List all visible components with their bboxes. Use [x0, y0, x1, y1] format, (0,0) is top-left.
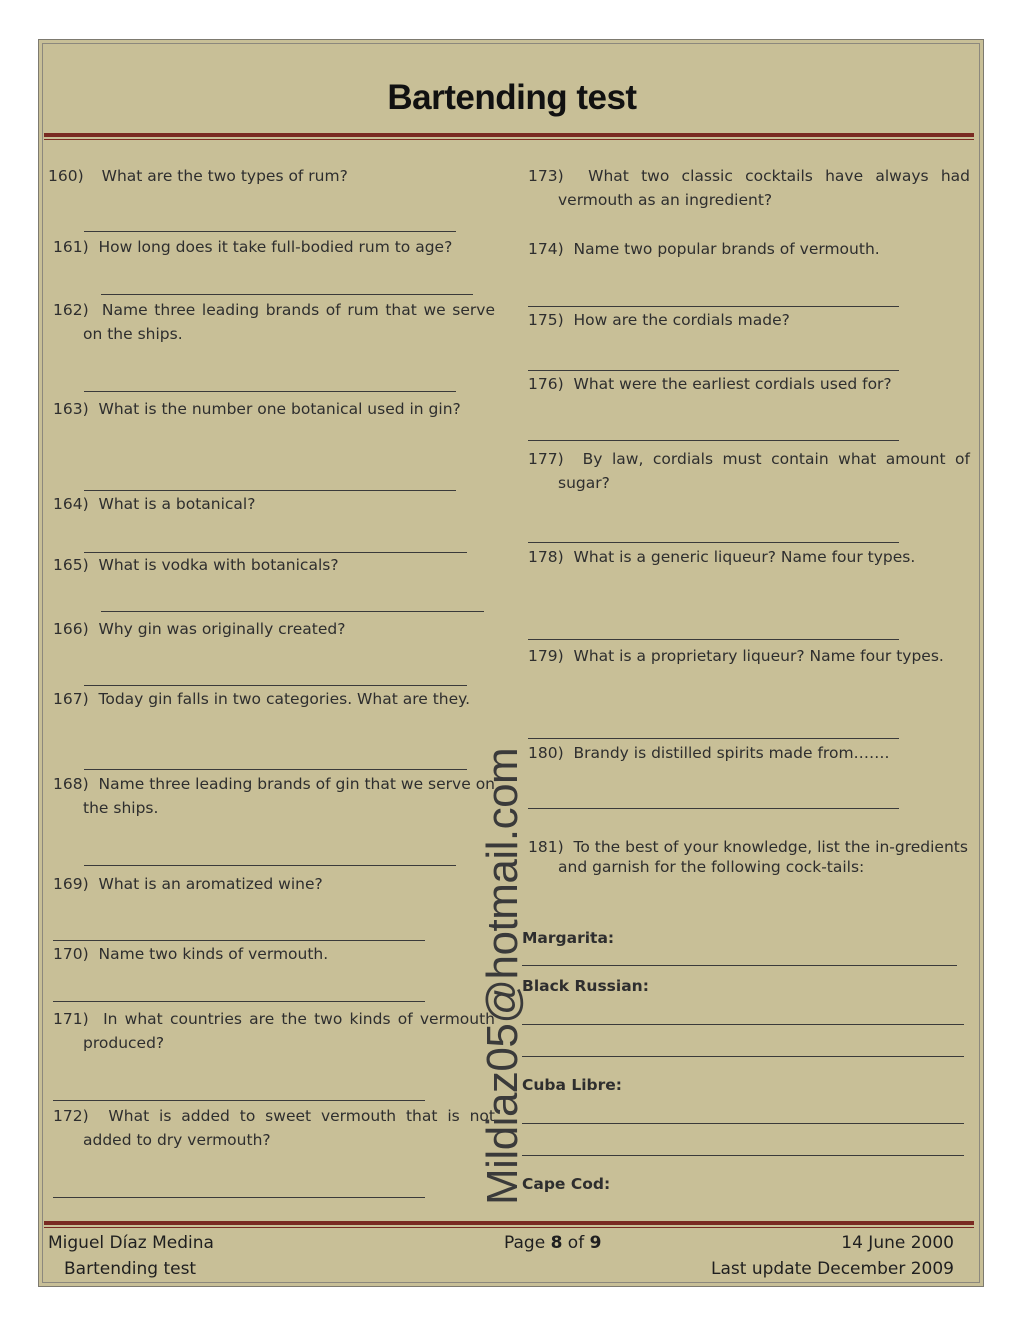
question-163: 163) What is the number one botanical used in gin? — [53, 400, 461, 418]
question-171: 171) In what countries are the two kinds of vermouth produced? — [53, 1010, 496, 1052]
question-173: 173) What two classic cocktails have always had vermouth as an ingredient? — [528, 167, 970, 209]
answer-line-171[interactable] — [53, 1099, 425, 1101]
answer-line-180[interactable] — [528, 807, 899, 809]
cocktail-black-russian-label: Black Russian: — [522, 977, 649, 995]
question-166: 166) Why gin was originally created? — [53, 620, 346, 638]
answer-line-169[interactable] — [53, 939, 425, 941]
question-179: 179) What is a proprietary liqueur? Name four types. — [528, 647, 944, 665]
question-176: 176) What were the earliest cordials used for? — [528, 375, 892, 393]
answer-line-163[interactable] — [84, 489, 456, 491]
cocktail-cape-cod-label: Cape Cod: — [522, 1175, 611, 1193]
answer-line-177[interactable] — [528, 541, 899, 543]
cocktail-margarita-label: Margarita: — [522, 929, 615, 947]
answer-line-cuba-libre-2[interactable] — [522, 1154, 964, 1156]
question-175: 175) How are the cordials made? — [528, 311, 790, 329]
email-watermark: Mildiaz05@hotmail.com — [478, 747, 527, 1205]
footer-author: Miguel Díaz Medina — [48, 1233, 214, 1253]
answer-line-178[interactable] — [528, 638, 899, 640]
answer-line-174[interactable] — [528, 305, 899, 307]
question-168: 168) Name three leading brands of gin that we serve on the ships. — [53, 775, 495, 817]
answer-line-161[interactable] — [101, 293, 473, 295]
answer-line-black-russian-1[interactable] — [522, 1023, 964, 1025]
question-181: 181) To the best of your knowledge, list the in-gredients and garnish for the following cock-tails: — [528, 838, 968, 876]
question-180: 180) Brandy is distilled spirits made from……. — [528, 744, 890, 762]
question-162: 162) Name three leading brands of rum that we serve on the ships. — [53, 301, 495, 343]
answer-line-166[interactable] — [84, 684, 467, 686]
page-title: Bartending test — [387, 78, 637, 117]
question-177: 177) By law, cordials must contain what amount of sugar? — [528, 450, 970, 492]
footer-last-update: Last update December 2009 — [711, 1259, 954, 1279]
question-160: 160) What are the two types of rum? — [48, 167, 348, 185]
answer-line-168[interactable] — [84, 864, 456, 866]
answer-line-175[interactable] — [528, 369, 899, 371]
answer-line-cuba-libre-1[interactable] — [522, 1122, 964, 1124]
question-161: 161) How long does it take full-bodied rum to age? — [53, 238, 453, 256]
question-178: 178) What is a generic liqueur? Name four types. — [528, 548, 916, 566]
question-170: 170) Name two kinds of vermouth. — [53, 945, 329, 963]
answer-line-170[interactable] — [53, 1000, 425, 1002]
answer-line-162[interactable] — [84, 390, 456, 392]
question-174: 174) Name two popular brands of vermouth. — [528, 240, 880, 258]
footer-rule — [44, 1221, 974, 1225]
answer-line-167[interactable] — [84, 768, 467, 770]
answer-line-black-russian-2[interactable] — [522, 1055, 964, 1057]
footer-date: 14 June 2000 — [841, 1233, 954, 1253]
answer-line-165[interactable] — [101, 610, 484, 612]
question-164: 164) What is a botanical? — [53, 495, 256, 513]
question-169: 169) What is an aromatized wine? — [53, 875, 323, 893]
answer-line-160[interactable] — [84, 230, 456, 232]
question-167: 167) Today gin falls in two categories. What are they. — [53, 690, 471, 708]
answer-line-margarita[interactable] — [522, 964, 957, 966]
header-rule — [44, 133, 974, 137]
cocktail-cuba-libre-label: Cuba Libre: — [522, 1076, 623, 1094]
footer-rule-thin — [44, 1227, 974, 1228]
footer-doc-name: Bartending test — [64, 1259, 197, 1279]
answer-line-176[interactable] — [528, 439, 899, 441]
footer-page-number: Page 8 of 9 — [504, 1233, 602, 1253]
answer-line-172[interactable] — [53, 1196, 425, 1198]
answer-line-179[interactable] — [528, 737, 899, 739]
question-172: 172) What is added to sweet vermouth that is not added to dry vermouth? — [53, 1107, 495, 1149]
header-rule-thin — [44, 139, 974, 140]
question-165: 165) What is vodka with botanicals? — [53, 556, 339, 574]
